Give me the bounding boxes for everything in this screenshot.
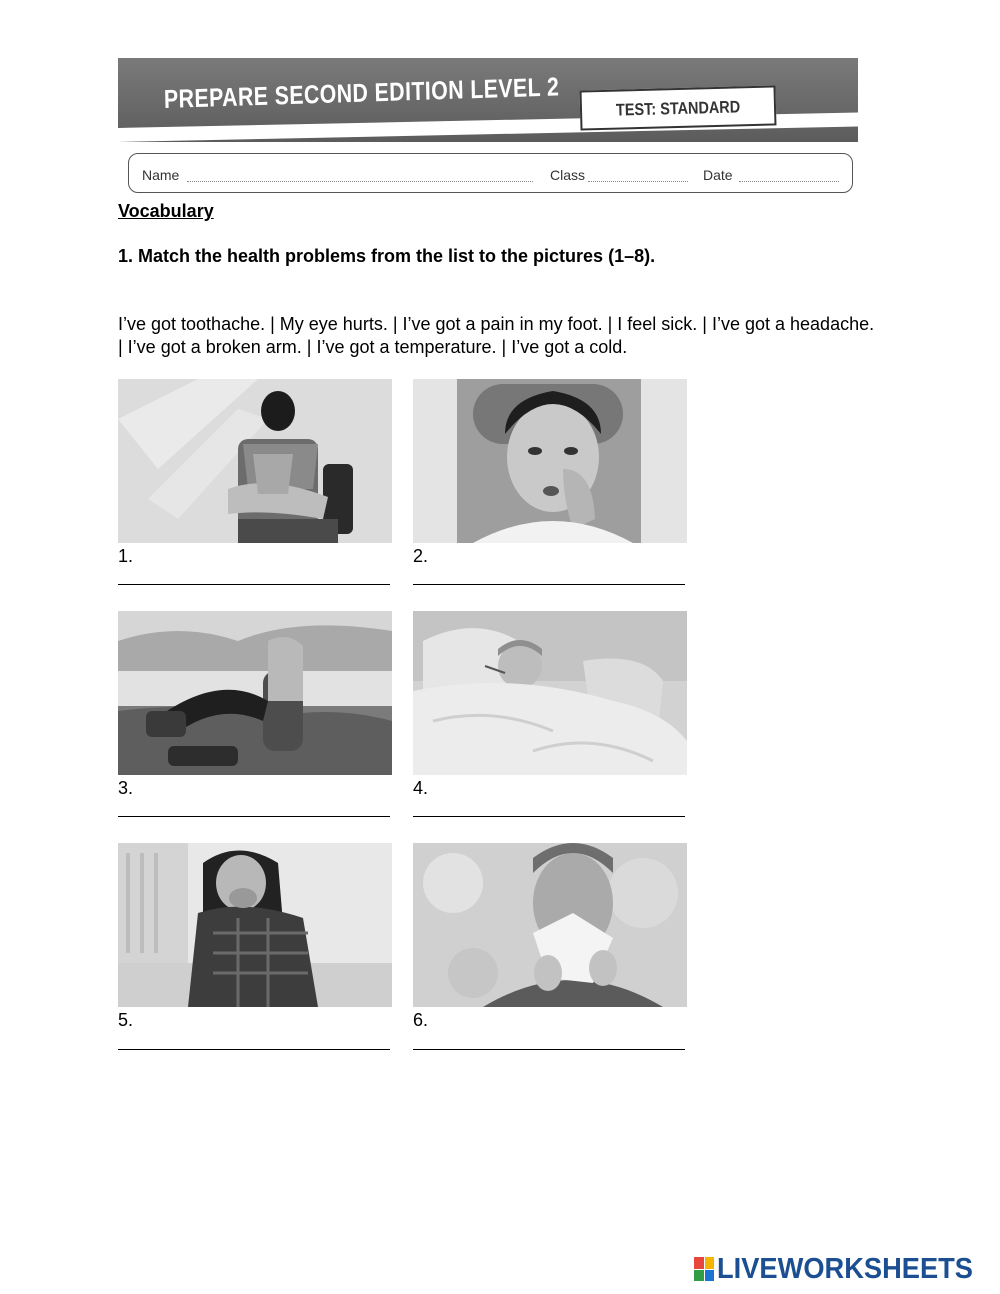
answer-line-4[interactable]: [413, 816, 685, 817]
picture-6: [413, 843, 687, 1007]
name-label: Name: [142, 167, 180, 183]
word-list: I’ve got toothache. | My eye hurts. | I’ve got a pain in my foot. | I feel sick. | I’ve got a headache. | I’ve got a broken arm. | I’ve got a temperature. | I’ve got a cold.: [118, 314, 875, 357]
class-field[interactable]: [588, 181, 688, 182]
picture-4: [413, 611, 687, 775]
task-instruction: 1. Match the health problems from the list to the pictures (1–8).: [118, 246, 656, 266]
section-heading: Vocabulary: [118, 201, 214, 221]
test-type-box: [580, 85, 777, 130]
picture-5: [118, 843, 392, 1007]
test-type-label: TEST: STANDARD: [615, 97, 741, 120]
banner-title: PREPARE SECOND EDITION LEVEL 2: [163, 71, 560, 114]
logo-square-yellow: [705, 1257, 715, 1269]
answer-line-1[interactable]: [118, 584, 390, 585]
name-field[interactable]: [187, 181, 533, 182]
logo-square-blue: [705, 1270, 715, 1282]
item-number-6: 6.: [413, 1010, 429, 1030]
logo-square-green: [694, 1270, 704, 1282]
liveworksheets-logo: [694, 1254, 989, 1284]
answer-line-5[interactable]: [118, 1049, 390, 1050]
item-number-5: 5.: [118, 1010, 134, 1030]
student-info-box: [128, 153, 853, 193]
picture-3: [118, 611, 392, 775]
class-label: Class: [550, 167, 586, 183]
picture-2: [413, 379, 687, 543]
item-number-3: 3.: [118, 778, 134, 798]
logo-square-red: [694, 1257, 704, 1269]
answer-line-6[interactable]: [413, 1049, 685, 1050]
answer-line-2[interactable]: [413, 584, 685, 585]
item-number-4: 4.: [413, 778, 429, 798]
date-label: Date: [703, 167, 733, 183]
date-field[interactable]: [739, 181, 839, 182]
item-number-1: 1.: [118, 546, 134, 566]
item-number-2: 2.: [413, 546, 429, 566]
logo-text: LIVEWORKSHEETS: [717, 1252, 973, 1285]
picture-1: [118, 379, 392, 543]
answer-line-3[interactable]: [118, 816, 390, 817]
logo-mark-icon: [694, 1257, 714, 1281]
